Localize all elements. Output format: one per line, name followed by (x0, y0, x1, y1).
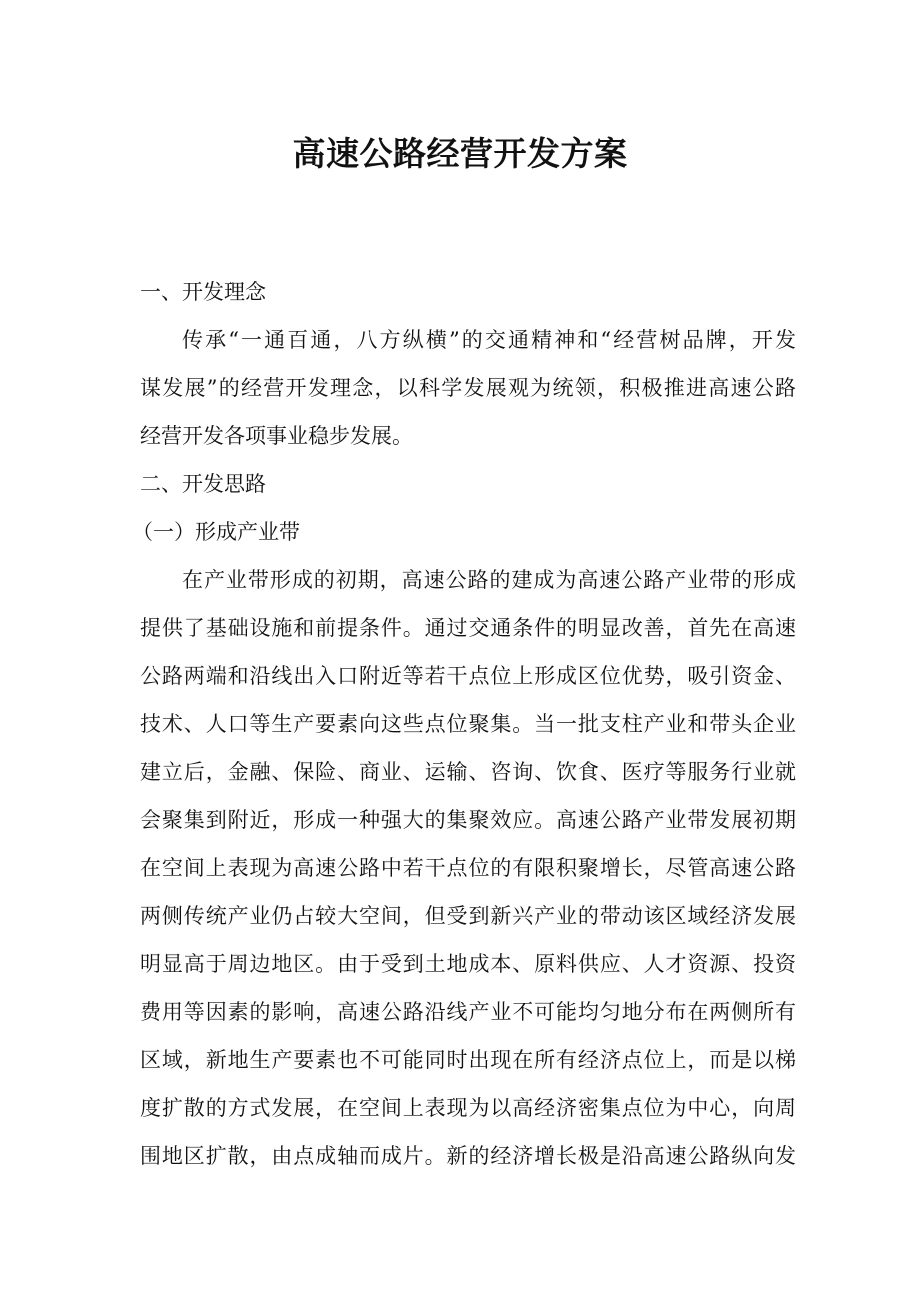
paragraph-line: 围地区扩散，由点成轴而成片。新的经济增长极是沿高速公路纵向发 (140, 1144, 796, 1168)
paragraph-line: 公路两端和沿线出入口附近等若干点位上形成区位优势，吸引资金、 (140, 664, 796, 688)
paragraph-line: 区域，新地生产要素也不可能同时出现在所有经济点位上，而是以梯 (140, 1048, 796, 1072)
paragraph-development-concept (140, 316, 796, 460)
paragraph-industry-belt (140, 556, 796, 1180)
paragraph-line: 费用等因素的影响，高速公路沿线产业不可能均匀地分布在两侧所有 (140, 1000, 796, 1024)
paragraph-line: 会聚集到附近，形成一种强大的集聚效应。高速公路产业带发展初期 (140, 808, 796, 832)
paragraph-line: 在产业带形成的初期，高速公路的建成为高速公路产业带的形成 (182, 568, 796, 592)
paragraph-line: 度扩散的方式发展，在空间上表现为以高经济密集点位为中心，向周 (140, 1096, 796, 1120)
paragraph-line: 经营开发各项事业稳步发展。 (140, 424, 413, 448)
section-heading-2: 二、开发思路 (140, 472, 266, 496)
paragraph-line: 在空间上表现为高速公路中若干点位的有限积聚增长，尽管高速公路 (140, 856, 796, 880)
paragraph-line: 传承“一通百通，八方纵横”的交通精神和“经营树品牌，开发 (182, 328, 796, 352)
paragraph-line: 建立后，金融、保险、商业、运输、咨询、饮食、医疗等服务行业就 (140, 760, 796, 784)
paragraph-line: 两侧传统产业仍占较大空间，但受到新兴产业的带动该区域经济发展 (140, 904, 796, 928)
paragraph-line: 明显高于周边地区。由于受到土地成本、原料供应、人才资源、投资 (140, 952, 796, 976)
document-title: 高速公路经营开发方案 (292, 134, 628, 173)
document-body (132, 268, 796, 1180)
paragraph-line: 提供了基础设施和前提条件。通过交通条件的明显改善，首先在高速 (140, 616, 796, 640)
paragraph-line: 技术、人口等生产要素向这些点位聚集。当一批支柱产业和带头企业 (140, 712, 796, 736)
sub-heading-1: （一）形成产业带 (132, 520, 300, 544)
section-heading-1: 一、开发理念 (140, 280, 266, 304)
paragraph-line: 谋发展”的经营开发理念，以科学发展观为统领，积极推进高速公路 (140, 376, 796, 400)
